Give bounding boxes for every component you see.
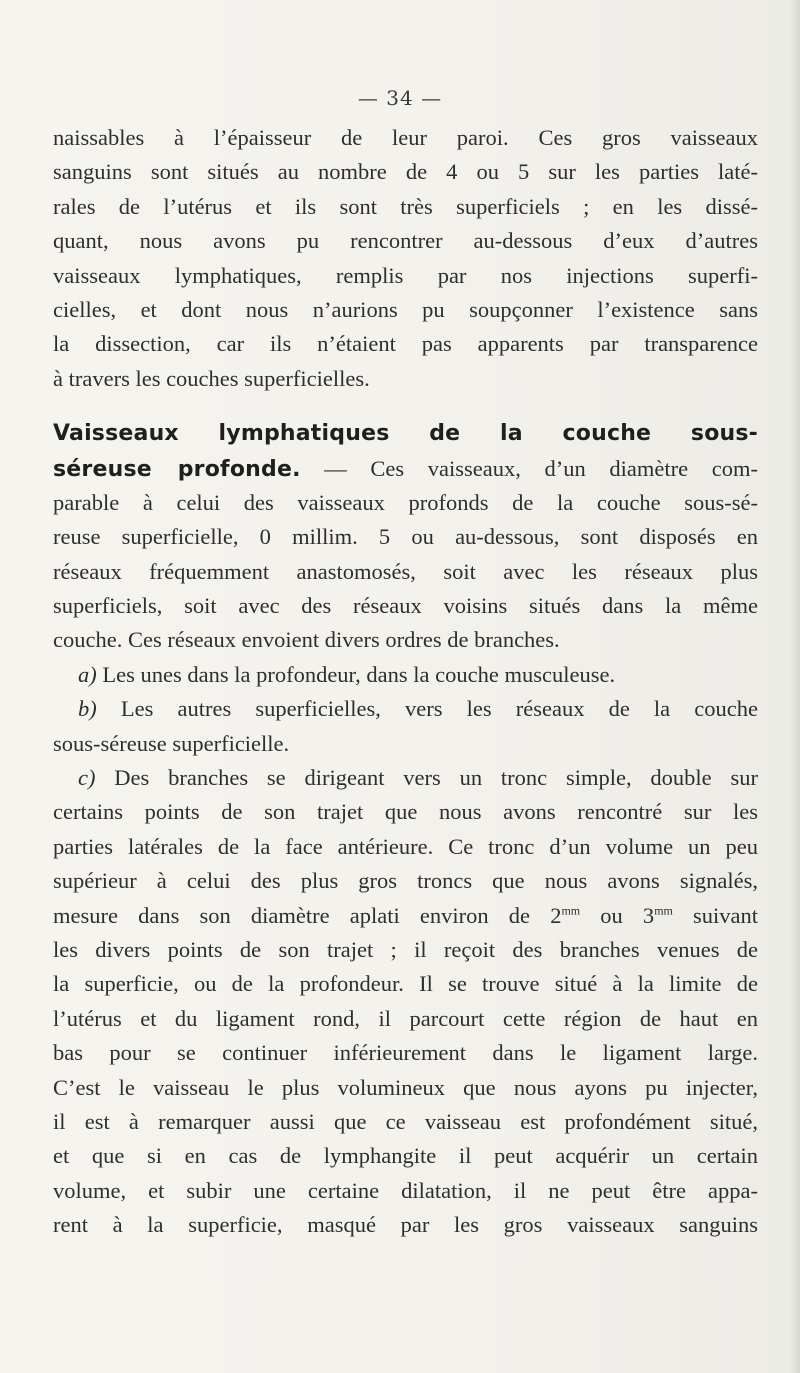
list-item-a [53,658,758,692]
measurement-text: ou 3 [580,902,655,928]
measurement-text: mesure dans son diamètre aplati environ de 2 [53,902,562,928]
item-text: Les autres superficielles, vers les réseaux de la couche [96,696,758,722]
unit-superscript: mm [654,903,673,918]
measurement-line [53,899,758,933]
text-line: supérieur à celui des plus gros troncs que nous avons signalés, [53,868,758,894]
text-line: sanguins sont situés au nombre de 4 ou 5 sur les parties laté- [53,159,758,185]
list-item-b [53,692,758,726]
text-line: rales de l’utérus et ils sont très superficiels ; en les dissé- [53,193,758,219]
item-text: Des branches se dirigeant vers un tronc simple, double sur [95,765,758,791]
text-line: volume, et subir une certaine dilatation, il ne peut être appa- [53,1177,758,1203]
section-heading: Vaisseaux lymphatiques de la couche sous- [53,421,758,447]
text-line: sous-séreuse superficielle. [53,730,290,756]
text-line: parties latérales de la face antérieure. Ce tronc d’un volume un peu [53,833,758,859]
text-line: naissables à l’épaisseur de leur paroi. Ces gros vaisseaux [53,125,758,150]
text-line: quant, nous avons pu rencontrer au-dessous d’eux d’autres [53,228,758,254]
text-line: l’utérus et du ligament rond, il parcourt cette région de haut en [53,1005,758,1031]
text-line: la dissection, car ils n’étaient pas apparents par transparence [53,331,758,357]
text-line: les divers points de son trajet ; il reçoit des branches venues de [53,936,758,962]
text-line: vaisseaux lymphatiques, remplis par nos injections superfi- [53,262,758,288]
section-heading-end: séreuse profonde. [53,456,301,482]
text-line: reuse superficielle, 0 millim. 5 ou au-dessous, sont disposés en [53,524,758,550]
measurement-text: suivant [672,902,759,928]
text-line: à travers les couches superficielles. [53,365,370,391]
section-heading-continuation [53,452,758,486]
unit-superscript: mm [561,903,581,918]
text-line: rent à la superficie, masqué par les gros vaisseaux sanguins [53,1212,758,1238]
text-line: couche. Ces réseaux envoient divers ordres de branches. [53,627,560,653]
page-edge-shadow [790,0,800,1373]
paragraph-gap [53,396,758,417]
list-item-c [53,761,758,795]
page-number: — 34 — [357,86,443,110]
text-line: bas pour se continuer inférieurement dans le ligament large. [53,1040,758,1066]
item-marker: a) [78,661,97,687]
text-line: certains points de son trajet que nous avons rencontré sur les [53,799,758,825]
item-marker: b) [78,696,97,722]
body-text [53,121,758,1243]
item-marker: c) [78,765,96,791]
text-line: et que si en cas de lymphangite il peut acquérir un certain [53,1143,758,1169]
text-line: C’est le vaisseau le plus volumineux que nous ayons pu injecter, [53,1074,758,1100]
item-text: Les unes dans la profondeur, dans la couche musculeuse. [96,661,616,687]
text-line: superficiels, soit avec des réseaux voisins situés dans la même [53,593,758,619]
text-line: réseaux fréquemment anastomosés, soit avec les réseaux plus [53,558,758,584]
text-line: parable à celui des vaisseaux profonds de la couche sous-sé- [53,489,758,515]
text-line: cielles, et dont nous n’aurions pu soupçonner l’existence sans [53,296,758,322]
text-line: il est à remarquer aussi que ce vaisseau est profondément situé, [53,1108,758,1134]
text-line: la superficie, ou de la profondeur. Il se trouve situé à la limite de [53,971,758,997]
section-intro-text: — Ces vaisseaux, d’un diamètre com- [300,455,758,481]
